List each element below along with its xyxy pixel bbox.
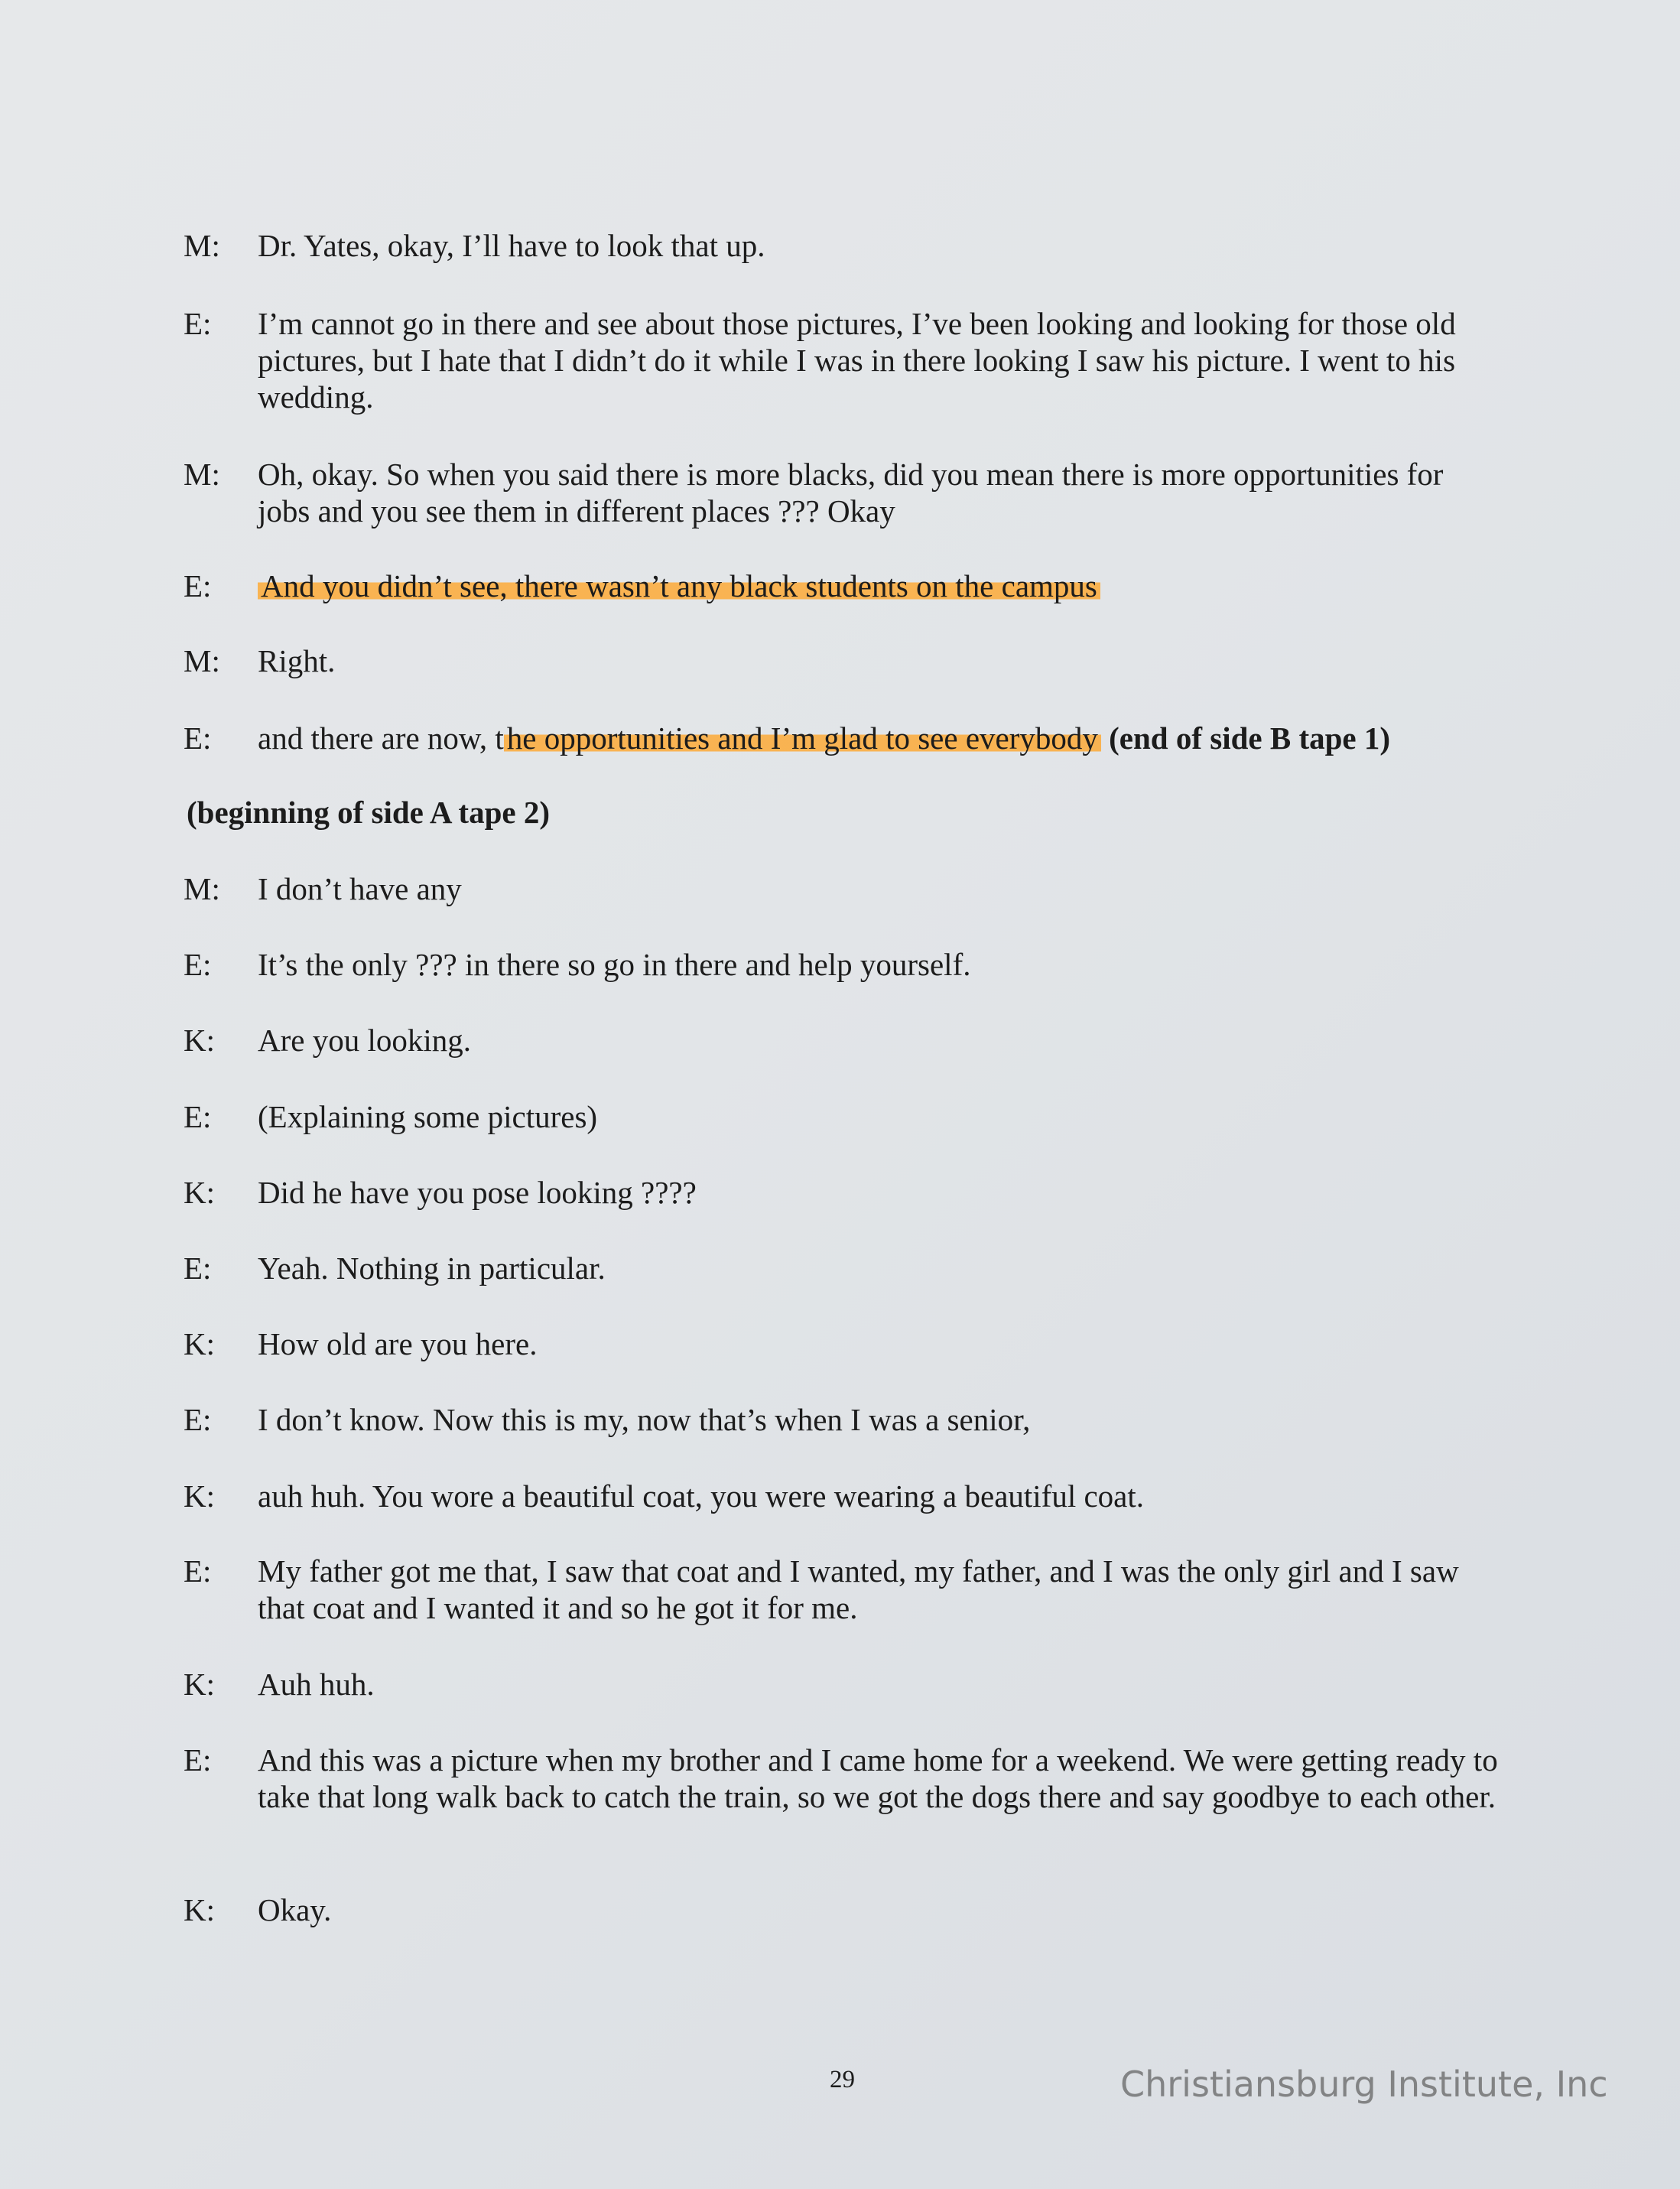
dialogue-text-plain: and there are now, t [258, 720, 504, 756]
speaker-label: K: [184, 1892, 215, 1927]
speaker-label: E: [184, 1099, 212, 1134]
dialogue-entry [184, 1098, 1499, 1135]
dialogue-text: auh huh. You wore a beautiful coat, you were wearing a beautiful coat. [258, 1478, 1145, 1514]
dialogue-entry [184, 1666, 1499, 1703]
dialogue-entry [184, 1022, 1499, 1059]
speaker-label: E: [184, 306, 212, 341]
dialogue-entry [184, 568, 1499, 604]
dialogue-text: Oh, okay. So when you said there is more blacks, did you mean there is more opportunities for jobs and you see them in different places ??? Okay [258, 457, 1444, 529]
highlighted-text: And you didn’t see, there wasn’t any black students on the campus [258, 568, 1100, 603]
dialogue-entry [184, 1478, 1499, 1514]
dialogue-text: I don’t have any [258, 871, 462, 906]
speaker-label: K: [184, 1478, 215, 1514]
speaker-label: E: [184, 1742, 212, 1778]
dialogue-entry [184, 1742, 1499, 1815]
dialogue-text: Right. [258, 643, 336, 678]
dialogue-text [258, 568, 1499, 604]
speaker-label: E: [184, 947, 212, 982]
dialogue-entry [184, 1891, 1499, 1928]
highlighted-text: he opportunities and I’m glad to see everybody [504, 720, 1101, 756]
dialogue-text: My father got me that, I saw that coat and I wanted, my father, and I was the only girl and I saw that coat and I wanted it and so he got it for me. [258, 1553, 1459, 1625]
speaker-label: K: [184, 1326, 215, 1361]
dialogue-entry [184, 1401, 1499, 1438]
page-number: 29 [830, 2066, 855, 2093]
dialogue-text: (Explaining some pictures) [258, 1099, 598, 1134]
dialogue-entry [184, 456, 1499, 529]
speaker-label: K: [184, 1175, 215, 1210]
dialogue-text [258, 720, 1499, 756]
dialogue-entry [184, 946, 1499, 983]
speaker-label: E: [184, 1402, 212, 1437]
speaker-label: M: [184, 457, 220, 492]
dialogue-entry [184, 1250, 1499, 1286]
dialogue-entry [184, 1553, 1499, 1626]
dialogue-entry [184, 870, 1499, 907]
dialogue-text: I don’t know. Now this is my, now that’s when I was a senior, [258, 1402, 1031, 1437]
dialogue-text: Did he have you pose looking ???? [258, 1175, 697, 1210]
dialogue-entry [184, 305, 1499, 415]
dialogue-text: It’s the only ??? in there so go in there and help yourself. [258, 947, 971, 982]
dialogue-text: Dr. Yates, okay, I’ll have to look that up. [258, 228, 765, 263]
dialogue-text: I’m cannot go in there and see about those pictures, I’ve been looking and looking for those old pictures, but I hate that I didn’t do it while I was in there looking I saw his picture. I went to his wedding. [258, 306, 1456, 415]
speaker-label: E: [184, 1553, 212, 1589]
dialogue-entry [184, 720, 1499, 756]
dialogue-text: And this was a picture when my brother and I came home for a weekend. We were getting ready to take that long walk back to catch the train, so we got the dogs there and say goodbye to each other. [258, 1742, 1498, 1814]
dialogue-text: Yeah. Nothing in particular. [258, 1251, 606, 1286]
tape-marker: (end of side B tape 1) [1109, 720, 1390, 756]
speaker-label: E: [184, 1251, 212, 1286]
dialogue-entry [184, 227, 1499, 264]
section-heading: (beginning of side A tape 2) [187, 795, 550, 830]
speaker-label: M: [184, 643, 220, 678]
speaker-label: K: [184, 1667, 215, 1702]
speaker-label: K: [184, 1023, 215, 1058]
speaker-label: E: [184, 720, 212, 756]
dialogue-entry [184, 1174, 1499, 1211]
dialogue-text: Okay. [258, 1892, 332, 1927]
watermark: Christiansburg Institute, Inc [1120, 2064, 1608, 2105]
speaker-label: M: [184, 228, 220, 263]
dialogue-text: How old are you here. [258, 1326, 538, 1361]
dialogue-text: Auh huh. [258, 1667, 375, 1702]
speaker-label: E: [184, 568, 212, 603]
dialogue-text: Are you looking. [258, 1023, 471, 1058]
dialogue-entry [184, 1325, 1499, 1362]
speaker-label: M: [184, 871, 220, 906]
dialogue-entry [184, 642, 1499, 679]
